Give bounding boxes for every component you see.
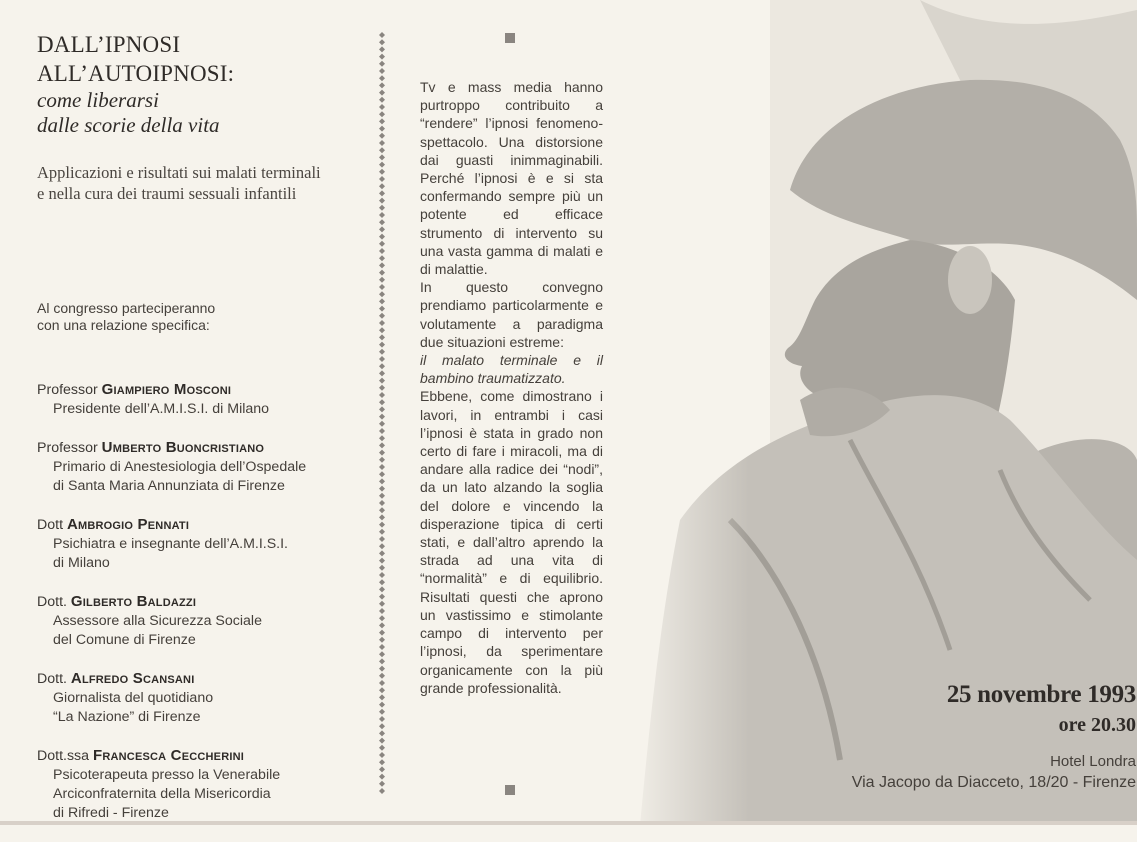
divider-diamond	[379, 529, 385, 535]
divider-diamond	[379, 630, 385, 636]
divider-diamond	[379, 349, 385, 355]
divider-diamond	[379, 442, 385, 448]
speaker-role-line: di Rifredi - Firenze	[53, 805, 169, 821]
divider-diamond	[379, 198, 385, 204]
diamond-divider	[376, 32, 388, 794]
divider-diamond	[379, 68, 385, 74]
divider-diamond	[379, 622, 385, 628]
divider-diamond	[379, 154, 385, 160]
divider-diamond	[379, 579, 385, 585]
divider-diamond	[379, 738, 385, 744]
divider-diamond	[379, 82, 385, 88]
divider-diamond	[379, 572, 385, 578]
divider-diamond	[379, 262, 385, 268]
divider-diamond	[379, 730, 385, 736]
divider-diamond	[379, 594, 385, 600]
speaker-title: Dott	[37, 517, 64, 533]
speaker-item	[37, 669, 367, 727]
speaker-heading	[37, 515, 367, 535]
divider-diamond	[379, 248, 385, 254]
divider-diamond	[379, 637, 385, 643]
divider-diamond	[379, 514, 385, 520]
divider-diamond	[379, 190, 385, 196]
divider-diamond	[379, 226, 385, 232]
speaker-role-line: Primario di Anestesiologia dell’Ospedale	[53, 459, 307, 475]
event-date: 25 novembre 1993	[946, 681, 1136, 708]
divider-diamond	[379, 478, 385, 484]
divider-diamond	[379, 104, 385, 110]
speaker-name: Francesca Ceccherini	[93, 747, 245, 764]
speaker-title: Dott.	[37, 671, 67, 687]
divider-diamond	[379, 428, 385, 434]
speakers-intro	[37, 300, 297, 334]
divider-diamond	[379, 378, 385, 384]
divider-diamond	[379, 687, 385, 693]
divider-diamond	[379, 435, 385, 441]
divider-diamond	[379, 766, 385, 772]
divider-diamond	[379, 118, 385, 124]
speaker-role-line: di Milano	[53, 555, 110, 571]
speaker-item	[37, 746, 367, 823]
divider-diamond	[379, 550, 385, 556]
divider-diamond	[379, 781, 385, 787]
speaker-heading	[37, 380, 367, 400]
subtitle-line-1: come liberarsi	[37, 88, 159, 112]
divider-diamond	[379, 327, 385, 333]
divider-diamond	[379, 406, 385, 412]
divider-diamond	[379, 752, 385, 758]
event-details	[852, 680, 1136, 794]
divider-diamond	[379, 536, 385, 542]
speaker-role-line: Psichiatra e insegnante dell’A.M.I.S.I.	[53, 536, 289, 552]
divider-diamond	[379, 46, 385, 52]
divider-diamond	[379, 32, 385, 38]
divider-diamond	[379, 255, 385, 261]
divider-diamond	[379, 414, 385, 420]
divider-diamond	[379, 493, 385, 499]
body-paragraph-3: Ebbene, come dimostrano i lavori, in entrambi i casi l’ipnosi è stata in grado non certo di fare i miracoli, ma di andare alla radice dei “nodi”, da un lato alzando la soglia del dolore e vincendo la disperazione tipica di certi stati, e dall’altro aprendo la strada ad una vita di “normalità” e di equilibrio. Risultati questi che aprono un vastissimo e stimolante campo di intervento per l’ipnosi, da sperimentare organicamente con la più grande professionalità.	[420, 388, 603, 696]
divider-diamond	[379, 140, 385, 146]
divider-diamond	[379, 586, 385, 592]
divider-diamond	[379, 205, 385, 211]
divider-diamond	[379, 471, 385, 477]
speaker-heading	[37, 438, 367, 458]
speaker-title: Professor	[37, 382, 98, 398]
speaker-role-line: Presidente dell’A.M.I.S.I. di Milano	[53, 401, 270, 417]
intro-line-2: con una relazione specifica:	[37, 317, 210, 333]
divider-diamond	[379, 320, 385, 326]
divider-diamond	[379, 334, 385, 340]
divider-diamond	[379, 615, 385, 621]
speaker-name: Umberto Buoncristiano	[101, 439, 265, 456]
divider-diamond	[379, 126, 385, 132]
speaker-role-line: “La Nazione” di Firenze	[53, 709, 201, 725]
speaker-role-line: del Comune di Firenze	[53, 632, 196, 648]
divider-diamond	[379, 399, 385, 405]
divider-diamond	[379, 658, 385, 664]
divider-diamond	[379, 234, 385, 240]
left-column	[37, 30, 367, 842]
speaker-heading	[37, 669, 367, 689]
divider-diamond	[379, 644, 385, 650]
divider-diamond	[379, 370, 385, 376]
event-time: ore 20.30	[1058, 714, 1136, 736]
speaker-title: Professor	[37, 440, 98, 456]
divider-diamond	[379, 111, 385, 117]
body-paragraph-2-italic: il malato terminale e il bambino traumatizzato.	[420, 352, 603, 387]
divider-diamond	[379, 356, 385, 362]
speaker-role-line: Assessore alla Sicurezza Sociale	[53, 613, 262, 629]
divider-diamond	[379, 702, 385, 708]
divider-diamond	[379, 97, 385, 103]
divider-diamond	[379, 313, 385, 319]
applications-text	[37, 162, 367, 204]
divider-diamond	[379, 522, 385, 528]
divider-diamond	[379, 176, 385, 182]
divider-diamond	[379, 392, 385, 398]
speaker-item	[37, 438, 367, 496]
divider-diamond	[379, 680, 385, 686]
speaker-heading	[37, 746, 367, 766]
divider-diamond	[379, 212, 385, 218]
divider-diamond	[379, 709, 385, 715]
divider-diamond	[379, 219, 385, 225]
divider-diamond	[379, 298, 385, 304]
divider-diamond	[379, 788, 385, 794]
divider-diamond	[379, 342, 385, 348]
divider-diamond	[379, 385, 385, 391]
subtitle-line-2: dalle scorie della vita	[37, 113, 220, 137]
divider-diamond	[379, 507, 385, 513]
divider-diamond	[379, 694, 385, 700]
divider-diamond	[379, 54, 385, 60]
square-ornament-bottom	[505, 785, 515, 795]
body-paragraph-2: In questo convegno prendiamo particolarmente e volutamente a paradigma due situazioni estreme:	[420, 279, 603, 350]
speaker-list	[37, 380, 367, 823]
divider-diamond	[379, 183, 385, 189]
divider-diamond	[379, 601, 385, 607]
divider-diamond	[379, 774, 385, 780]
divider-diamond	[379, 277, 385, 283]
divider-diamond	[379, 673, 385, 679]
speaker-role-line: Giornalista del quotidiano	[53, 690, 214, 706]
divider-diamond	[379, 464, 385, 470]
diamond-divider-graphic	[376, 32, 388, 794]
divider-diamond	[379, 291, 385, 297]
divider-diamond	[379, 39, 385, 45]
speaker-title: Dott.ssa	[37, 748, 90, 764]
divider-diamond	[379, 241, 385, 247]
speaker-heading	[37, 592, 367, 612]
divider-diamond	[379, 61, 385, 67]
divider-diamond	[379, 486, 385, 492]
divider-diamond	[379, 666, 385, 672]
speaker-role-line: Psicoterapeuta presso la Venerabile	[53, 767, 281, 783]
divider-diamond	[379, 162, 385, 168]
speaker-name: Giampiero Mosconi	[101, 381, 232, 398]
divider-diamond	[379, 90, 385, 96]
speaker-item	[37, 515, 367, 573]
speaker-item	[37, 592, 367, 650]
intro-line-1: Al congresso parteciperanno	[37, 300, 216, 316]
speaker-title: Dott.	[37, 594, 67, 610]
divider-diamond	[379, 270, 385, 276]
square-ornament-top	[505, 33, 515, 43]
divider-diamond	[379, 75, 385, 81]
speaker-name: Gilberto Baldazzi	[70, 593, 197, 610]
event-address: Via Jacopo da Diacceto, 18/20 - Firenze	[851, 774, 1136, 791]
divider-diamond	[379, 457, 385, 463]
speaker-item	[37, 380, 367, 419]
applications-line-2: e nella cura dei traumi sessuali infantili	[37, 184, 297, 203]
divider-diamond	[379, 306, 385, 312]
divider-diamond	[379, 363, 385, 369]
paper-bottom-edge	[0, 821, 1137, 825]
divider-diamond	[379, 421, 385, 427]
divider-diamond	[379, 723, 385, 729]
body-text-column	[420, 78, 603, 697]
body-paragraph-1: Tv e mass media hanno purtroppo contribuito a “rendere” l’ipnosi fenomeno-spettacolo. Una distorsione dai guasti inimmaginabili. Perché l’ipnosi è e si sta confermando sempre più un potente ed efficace strumento di intervento su una vasta gamma di malati e di malattie.	[420, 79, 603, 278]
divider-diamond	[379, 608, 385, 614]
divider-diamond	[379, 147, 385, 153]
divider-diamond	[379, 500, 385, 506]
divider-diamond	[379, 169, 385, 175]
divider-diamond	[379, 716, 385, 722]
divider-diamond	[379, 450, 385, 456]
speaker-role-line: di Santa Maria Annunziata di Firenze	[53, 478, 285, 494]
applications-line-1: Applicazioni e risultati sui malati terminali	[37, 163, 321, 182]
title-line-1: DALL’IPNOSI	[37, 32, 181, 57]
event-venue: Hotel Londra	[1050, 753, 1136, 770]
divider-diamond	[379, 543, 385, 549]
speaker-name: Ambrogio Pennati	[66, 516, 190, 533]
divider-diamond	[379, 558, 385, 564]
divider-diamond	[379, 651, 385, 657]
divider-diamond	[379, 565, 385, 571]
speaker-role-line: Arciconfraternita della Misericordia	[53, 786, 271, 802]
title-line-2: ALL’AUTOIPNOSI:	[37, 61, 235, 86]
divider-diamond	[379, 759, 385, 765]
speaker-name: Alfredo Scansani	[70, 670, 195, 687]
divider-diamond	[379, 745, 385, 751]
divider-diamond	[379, 284, 385, 290]
divider-diamond	[379, 133, 385, 139]
